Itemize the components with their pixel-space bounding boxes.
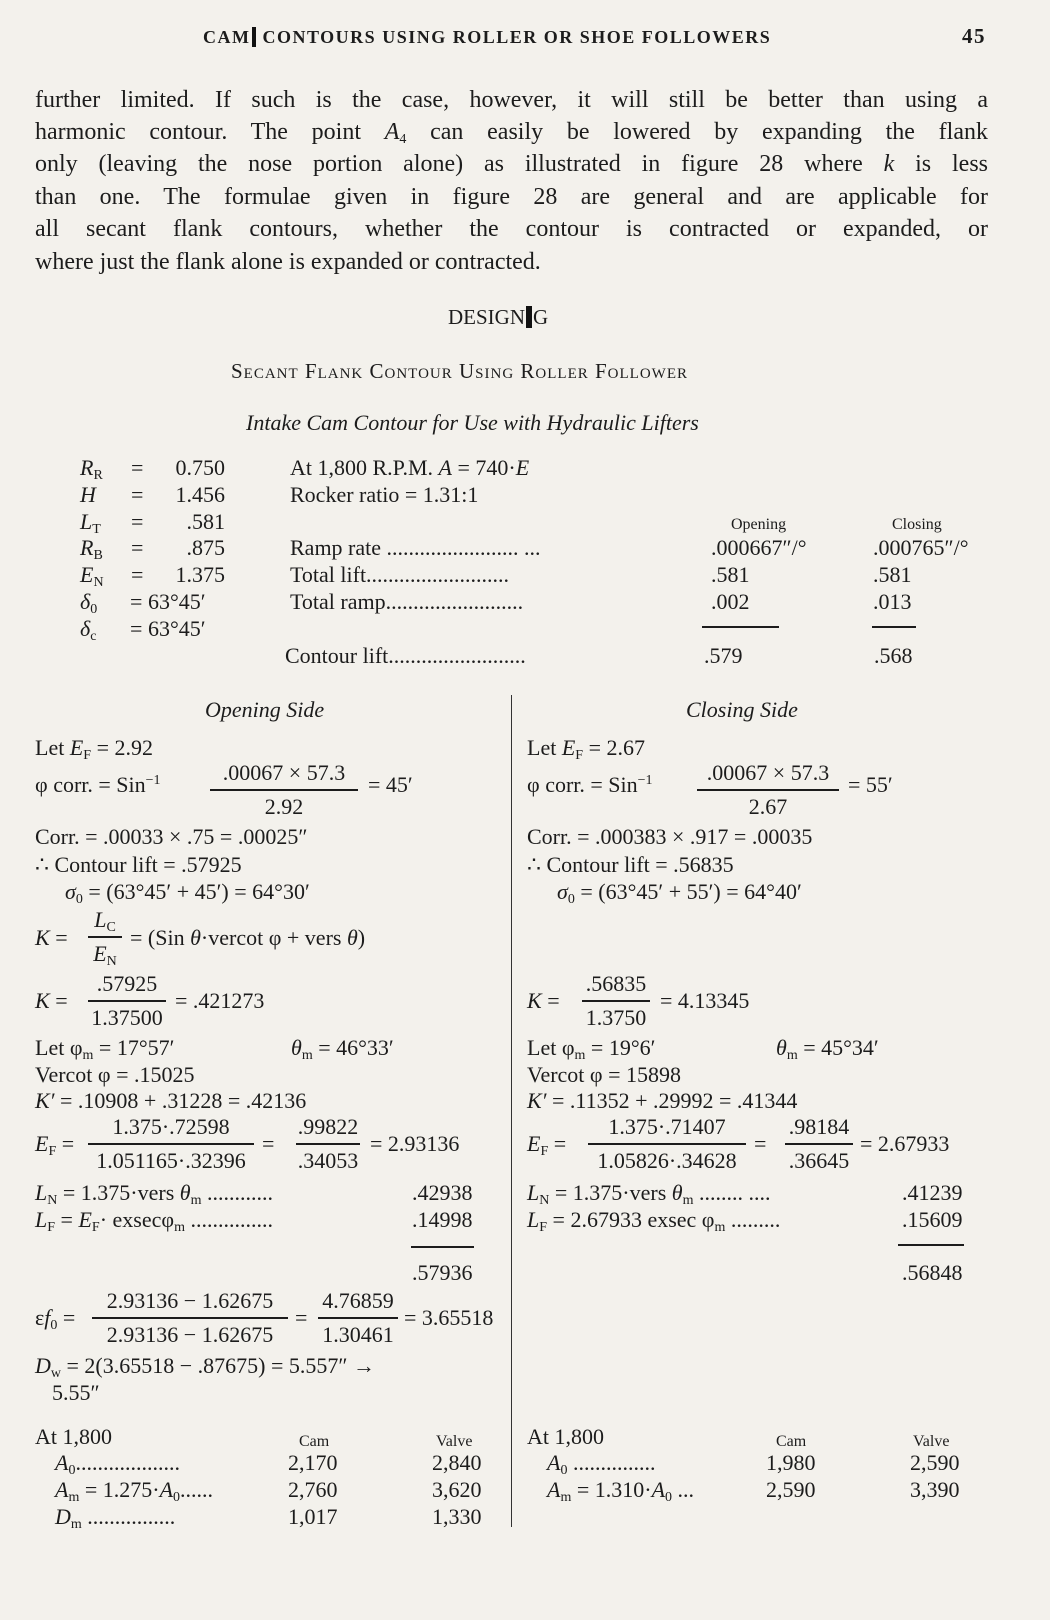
math-symbol: A [159, 1477, 174, 1502]
phi-corr-result: = 55′ [848, 772, 893, 797]
math-symbol: σ [557, 879, 568, 904]
speed-title: At 1,800 [527, 1424, 604, 1449]
sum-rule [702, 626, 779, 628]
k-label: K = [35, 988, 68, 1013]
numerator: .00067 × 57.3 [706, 760, 830, 785]
ramp-row-opening: .581 [711, 562, 750, 587]
speed-row-label: $A_m = 1.310\cdot A_0$ ... [547, 1477, 695, 1505]
ef0-value: = 3.65518 [404, 1305, 494, 1330]
subscript: 0 [75, 892, 83, 907]
subscript: m [301, 1048, 313, 1063]
subscript: N [93, 575, 104, 591]
equals: = [754, 1131, 767, 1156]
subscript: R [93, 468, 103, 483]
denominator: 2.67 [697, 789, 839, 820]
phi-fraction [210, 760, 358, 820]
paragraph-line: only (leaving the nose portion alone) as illustrated in figure 28 where k is less [35, 151, 988, 177]
heading-text: G [533, 305, 549, 329]
numerator: .99822 [297, 1114, 359, 1139]
denominator: 1.37500 [88, 1000, 166, 1031]
speed-title: At 1,800 [35, 1424, 112, 1449]
denominator: 1.3750 [582, 1000, 650, 1031]
subscript: w [50, 1366, 62, 1381]
math-symbol: A [547, 1477, 561, 1502]
denominator: .36645 [785, 1143, 853, 1174]
subscript: 0 [68, 1463, 76, 1478]
theta-m: $\theta_m = 45^\circ 34'$ [776, 1035, 879, 1063]
ln-value: .41239 [902, 1180, 963, 1205]
sum-rule [411, 1246, 474, 1248]
ef-value: = 2.93136 [370, 1131, 460, 1156]
phi-corr-result: = 45′ [368, 772, 413, 797]
ef0-fraction [318, 1288, 398, 1348]
section-caption: Intake Cam Contour for Use with Hydraulic Lifters [246, 410, 699, 435]
k-label: K = [35, 925, 68, 950]
math-symbol: A [547, 1450, 561, 1475]
ef0-label: $\varepsilon f_0$ = [35, 1305, 76, 1333]
ramp-row-label: Total lift.......................... [290, 562, 510, 587]
subscript: 0 [90, 602, 98, 617]
dw-line: $D_w = 2(3.65518 - .87675) = 5.557''$ → [35, 1353, 376, 1381]
math-symbol: L [527, 1180, 540, 1205]
math-symbol: θ [291, 1035, 302, 1060]
phi-corr-label: φ corr. = Sin$^{-1}$ [35, 772, 161, 797]
numerator: .57925 [96, 971, 158, 996]
ramp-row-closing: .000765″/° [873, 535, 969, 560]
let-phi-m: Let $\varphi_m = 17^\circ 57'$ [35, 1035, 175, 1063]
subscript: N [47, 1193, 58, 1208]
heading-text: DESIGN [448, 305, 525, 329]
subscript: m [714, 1220, 726, 1235]
subscript: F [575, 748, 584, 763]
math-symbol: A [384, 119, 400, 145]
lift-sum: .56848 [902, 1260, 963, 1285]
math-symbol: E [515, 455, 530, 480]
numerator: 1.375·.72598 [112, 1114, 230, 1139]
math-symbol: k [883, 151, 895, 177]
param-value: .875 [186, 535, 225, 561]
param-symbol [80, 589, 97, 615]
param-equals: = [131, 562, 144, 588]
param-symbol [80, 455, 103, 481]
speed-row-valve: 2,840 [432, 1450, 482, 1475]
ef-fraction [88, 1114, 254, 1174]
rpm-condition: At 1,800 R.P.M. A = 740·E [290, 455, 530, 480]
k-value-fraction [582, 971, 650, 1031]
ef-label: $E_F$ = [527, 1131, 567, 1159]
denominator: 1.05826·.34628 [588, 1143, 746, 1174]
speed-row-cam: 1,980 [766, 1450, 816, 1475]
param-symbol [80, 616, 96, 642]
subscript: 0 [50, 1318, 58, 1333]
lift-sum: .57936 [412, 1260, 473, 1285]
subscript: m [82, 1048, 94, 1063]
paragraph-line: where just the flank alone is expanded or contracted. [35, 249, 541, 275]
section-heading [448, 304, 548, 330]
param-symbol [80, 509, 101, 535]
contour-lift-opening: .579 [704, 643, 743, 668]
phi-fraction [697, 760, 839, 820]
sum-rule [872, 626, 916, 628]
numerator [94, 907, 116, 936]
math-symbol: K [35, 988, 50, 1013]
subscript: m [560, 1490, 572, 1505]
subscript: F [540, 1144, 549, 1159]
subscript: m [574, 1048, 586, 1063]
contour-lift-closing: .568 [874, 643, 913, 668]
let-ef: Let $E_F = 2.67$ [527, 735, 645, 763]
math-symbol: δ [80, 615, 91, 641]
param-value: 1.456 [175, 481, 225, 507]
sigma-line: $\sigma_0 = (63^\circ 45' + 55') = 64^\circ 40'$ [557, 879, 802, 907]
contour-lift-line: ∴ Contour lift = .56835 [527, 852, 734, 877]
running-header [203, 25, 771, 49]
denominator: 1.051165·.32396 [88, 1143, 254, 1174]
ramp-row-opening: .000667″/° [711, 535, 807, 560]
param-equals: = [130, 589, 143, 614]
corr-line: Corr. = .000383 × .917 = .00035 [527, 824, 813, 849]
param-value: 63°45′ [148, 615, 206, 641]
param-symbol [80, 562, 104, 591]
let-ef: Let $E_F = 2.92$ [35, 735, 153, 763]
column-divider [511, 695, 512, 1527]
k-value: = 4.13345 [660, 988, 750, 1013]
math-symbol: K′ [35, 1088, 55, 1113]
math-symbol: θ [179, 1180, 191, 1205]
subscript: F [539, 1220, 548, 1235]
numerator: 2.93136 − 1.62675 [106, 1288, 274, 1313]
param-value: .581 [186, 508, 225, 534]
cam-header: Cam [776, 1433, 807, 1450]
k-label: K = [527, 988, 560, 1013]
paragraph-line: than one. The formulae given in figure 28 are general and are applicable for [35, 184, 988, 210]
equals: = [295, 1305, 308, 1330]
subscript: 0 [567, 892, 575, 907]
denominator: 2.93136 − 1.62675 [92, 1317, 288, 1348]
speed-row-label: $A_0$................... [55, 1450, 180, 1478]
param-equals: = [130, 615, 143, 641]
speed-row-valve: 2,590 [910, 1450, 960, 1475]
header-title: CONTOURS USING ROLLER OR SHOE FOLLOWERS [262, 27, 772, 47]
opening-side-title: Opening Side [205, 697, 325, 722]
denominator: .34053 [296, 1143, 360, 1174]
ramp-row-closing: .013 [873, 589, 912, 614]
numerator: .00067 × 57.3 [222, 760, 346, 785]
subscript: T [92, 521, 101, 537]
print-blot [252, 27, 256, 47]
math-symbol: E [527, 1131, 541, 1156]
closing-side-title: Closing Side [686, 697, 798, 722]
speed-row-label: $A_m = 1.275\cdot A_0$...... [55, 1477, 214, 1505]
subscript: m [786, 1048, 798, 1063]
phi-corr-label: φ corr. = Sin$^{-1}$ [527, 772, 653, 797]
math-symbol: H [80, 481, 96, 507]
math-symbol: E [69, 735, 84, 760]
math-symbol: A [55, 1477, 69, 1502]
contour-lift-line: ∴ Contour lift = .57925 [35, 852, 242, 877]
equals: = [262, 1131, 275, 1156]
speed-row-label: $A_0$ ............... [547, 1450, 656, 1478]
k-prime-line: K′ = .11352 + .29992 = .41344 [527, 1088, 798, 1113]
param-equals: = [131, 535, 144, 561]
math-symbol: L [35, 1207, 48, 1232]
ef-label: $E_F$ = [35, 1131, 75, 1159]
math-symbol: R [80, 455, 94, 480]
speed-row-cam: 2,590 [766, 1477, 816, 1502]
subscript: F [91, 1220, 100, 1235]
math-symbol: E [35, 1131, 49, 1156]
ramp-row-label: Total ramp......................... [290, 589, 524, 614]
math-symbol: σ [65, 879, 76, 904]
speed-row-valve: 3,620 [432, 1477, 482, 1502]
let-phi-m: Let $\varphi_m = 19^\circ 6'$ [527, 1035, 656, 1063]
param-equals: = [131, 455, 144, 480]
math-symbol: δ [80, 589, 91, 614]
cam-header: Cam [299, 1433, 330, 1450]
math-symbol: A [55, 1450, 69, 1475]
header-title-start: CAM [203, 27, 251, 47]
ln-value: .42938 [412, 1180, 473, 1205]
math-symbol: A [651, 1477, 666, 1502]
subscript: m [70, 1517, 82, 1532]
ef-fraction [296, 1114, 360, 1174]
subscript: m [68, 1490, 80, 1505]
subscript: 4 [399, 132, 407, 147]
math-symbol: f [44, 1305, 51, 1330]
print-blot [526, 306, 532, 328]
k-value-fraction [88, 971, 166, 1031]
math-symbol: A [438, 455, 452, 480]
vercot-line: Vercot φ = .15025 [35, 1062, 195, 1087]
speed-row-cam: 1,017 [288, 1504, 338, 1529]
numerator: 4.76859 [322, 1288, 394, 1313]
denominator: 1.30461 [318, 1317, 398, 1348]
math-symbol: E [561, 735, 576, 760]
k-formula: = (Sin θ·vercot φ + vers θ) [130, 925, 366, 950]
ramp-row-closing: .581 [873, 562, 912, 587]
subscript: F [48, 1144, 57, 1159]
lf-line: $L_F = E_F\cdot exsec\varphi_m$ ............... [35, 1207, 273, 1235]
k-value: = .421273 [175, 988, 265, 1013]
math-symbol: E [80, 562, 94, 588]
math-symbol: L [80, 508, 93, 534]
speed-row-cam: 2,170 [288, 1450, 338, 1475]
param-value: 0.750 [175, 455, 225, 480]
math-symbol: θ [671, 1180, 683, 1205]
lf-value: .15609 [902, 1207, 963, 1232]
numerator: .56835 [585, 971, 647, 996]
vercot-line: Vercot φ = 15898 [527, 1062, 682, 1087]
math-symbol: L [35, 1180, 48, 1205]
subscript: F [47, 1220, 56, 1235]
denominator: 2.92 [210, 789, 358, 820]
ramp-row-opening: .002 [711, 589, 750, 614]
math-symbol: R [80, 535, 94, 561]
math-symbol: E [93, 941, 107, 966]
param-value: 1.375 [175, 562, 225, 588]
speed-row-valve: 1,330 [432, 1504, 482, 1529]
ef-fraction [785, 1114, 853, 1174]
subscript: m [190, 1193, 202, 1208]
sigma-line: $\sigma_0 = (63^\circ 45' + 45') = 64^\circ 30'$ [65, 879, 310, 907]
speed-row-cam: 2,760 [288, 1477, 338, 1502]
col-header-opening: Opening [731, 516, 787, 533]
math-symbol: θ [190, 925, 201, 950]
subscript: c [90, 628, 97, 644]
paragraph-line: further limited. If such is the case, however, it will still be better than using a [35, 87, 988, 113]
superscript: −1 [145, 773, 161, 788]
contour-lift-label: Contour lift......................... [285, 643, 526, 668]
param-equals: = [131, 481, 144, 507]
math-symbol: K′ [527, 1088, 547, 1113]
speed-row-valve: 3,390 [910, 1477, 960, 1502]
math-symbol: θ [346, 925, 358, 950]
rocker-ratio: Rocker ratio = 1.31:1 [290, 482, 479, 507]
subscript: 0 [173, 1490, 181, 1505]
paragraph-line: harmonic contour. The point $A_4$ can easily be lowered by expanding the flank [35, 119, 988, 147]
math-symbol: K [35, 925, 50, 950]
paragraph-line: all secant flank contours, whether the contour is contracted or expanded, or [35, 216, 988, 242]
param-symbol [80, 535, 103, 564]
math-symbol: D [55, 1504, 71, 1529]
math-symbol: K [527, 988, 542, 1013]
math-symbol: E [78, 1207, 92, 1232]
ramp-row-label: Ramp rate ........................ ... [290, 535, 541, 560]
subscript: C [106, 920, 116, 935]
lf-line: $L_F = 2.67933$ exsec $\varphi_m$ ......... [527, 1207, 781, 1235]
subscript: 0 [560, 1463, 568, 1478]
k-prime-line: K′ = .10908 + .31228 = .42136 [35, 1088, 307, 1113]
valve-header: Valve [913, 1433, 950, 1450]
math-symbol: L [527, 1207, 540, 1232]
numerator: 1.375·.71407 [608, 1114, 726, 1139]
page-number: 45 [962, 24, 986, 48]
speed-row-label: $D_m$ ................ [55, 1504, 176, 1532]
sum-rule [898, 1244, 964, 1246]
param-value: 63°45′ [148, 589, 206, 614]
subscript: F [83, 748, 92, 763]
corr-line: Corr. = .00033 × .75 = .00025″ [35, 824, 308, 849]
ef-fraction [588, 1114, 746, 1174]
subscript: 0 [665, 1490, 673, 1505]
ln-line: $L_N$ = 1.375·vers $\theta_m$ ........ .... [527, 1180, 771, 1208]
valve-header: Valve [436, 1433, 473, 1450]
dw-rounded: 5.55″ [52, 1380, 100, 1405]
subscript: N [539, 1193, 550, 1208]
math-symbol: L [94, 907, 107, 932]
param-symbol [80, 482, 96, 508]
ef0-fraction [92, 1288, 288, 1348]
subscript: m [174, 1220, 185, 1235]
math-symbol: θ [776, 1035, 787, 1060]
subscript: B [93, 548, 103, 564]
math-symbol: D [35, 1353, 51, 1378]
col-header-closing: Closing [892, 516, 942, 533]
denominator [88, 936, 122, 967]
k-fraction [88, 907, 122, 967]
section-subheading: Secant Flank Contour Using Roller Follower [231, 359, 688, 383]
superscript: −1 [637, 773, 653, 788]
numerator: .98184 [788, 1114, 850, 1139]
ef-value: = 2.67933 [860, 1131, 950, 1156]
theta-m: $\theta_m = 46^\circ 33'$ [291, 1035, 394, 1063]
subscript: m [682, 1193, 694, 1208]
lf-value: .14998 [412, 1207, 473, 1232]
ln-line: $L_N$ = 1.375·vers $\theta_m$ ............ [35, 1180, 273, 1208]
subscript: N [106, 954, 117, 969]
param-equals: = [131, 508, 144, 534]
